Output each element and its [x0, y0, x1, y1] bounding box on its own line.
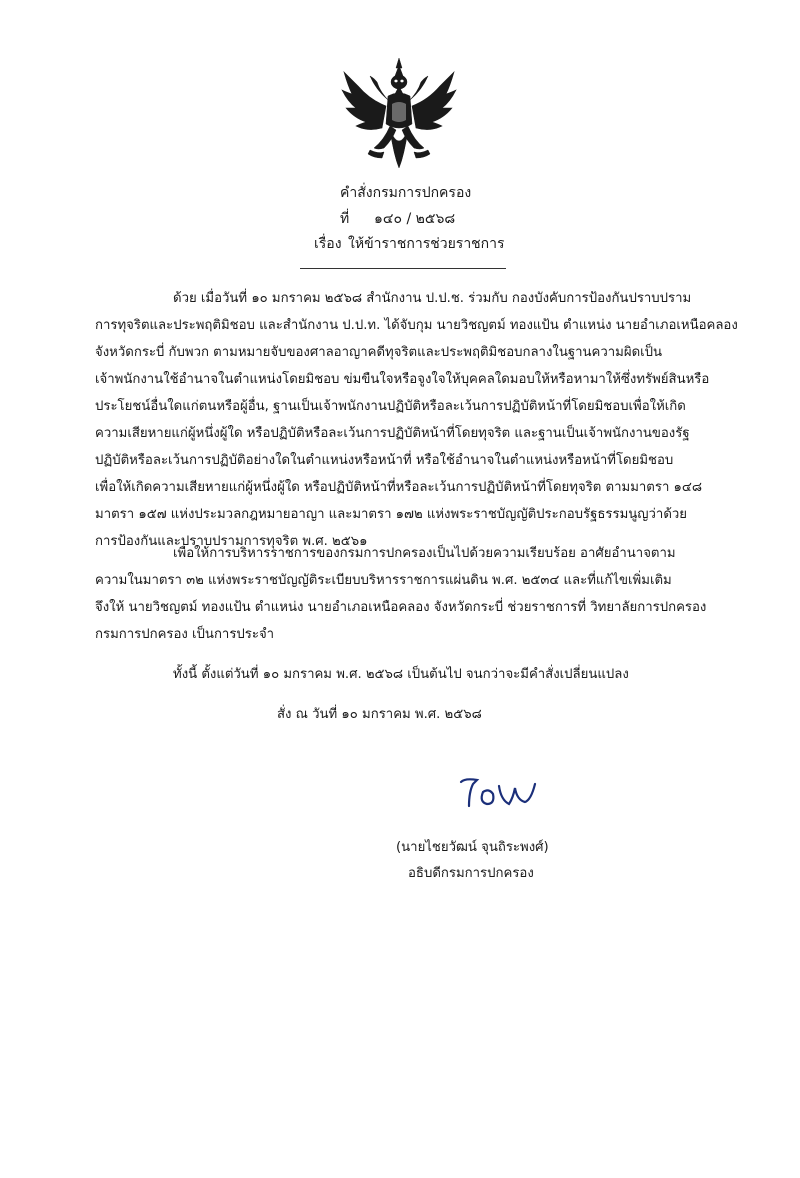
- paragraph-line: จึงให้ นายวิชญตม์ ทองแป้น ตำแหน่ง นายอำเภอเหนือคลอง จังหวัดกระบี่ ช่วยราชการที่ วิทยาลัยการปกครอง: [95, 600, 707, 615]
- paragraph-line: เจ้าพนักงานใช้อำนาจในตำแหน่งโดยมิชอบ ข่มขืนใจหรือจูงใจให้บุคคลใดมอบให้หรือหามาให้ซึ่งทรัพย์สินหรือ: [95, 372, 710, 387]
- body-paragraph-1: [95, 285, 738, 555]
- paragraph-line: มาตรา ๑๕๗ แห่งประมวลกฎหมายอาญา และมาตรา ๑๗๒ แห่งพระราชบัญญัติประกอบรัฐธรรมนูญว่าด้วย: [95, 507, 688, 522]
- order-number-label: ที่: [340, 211, 350, 227]
- order-subject-label: เรื่อง: [314, 236, 342, 252]
- order-number: [340, 210, 455, 228]
- paragraph-line: เพื่อให้เกิดความเสียหายแก่ผู้หนึ่งผู้ใด หรือปฏิบัติหน้าที่หรือละเว้นการปฏิบัติหน้าที่โดยทุจริต ตามมาตรา ๑๔๘: [95, 480, 703, 495]
- header-divider: [300, 268, 506, 269]
- paragraph-line: ด้วย เมื่อวันที่ ๑๐ มกราคม ๒๕๖๘ สำนักงาน ป.ป.ช. ร่วมกับ กองบังคับการป้องกันปราบปราม: [173, 291, 692, 306]
- paragraph-line: การทุจริตและประพฤติมิชอบ และสำนักงาน ป.ป.ท. ได้จับกุม นายวิชญตม์ ทองแป้น ตำแหน่ง นายอำเภอเหนือคลอง: [95, 318, 738, 333]
- effective-date-statement: ทั้งนี้ ตั้งแต่วันที่ ๑๐ มกราคม พ.ศ. ๒๕๖๘ เป็นต้นไป จนกว่าจะมีคำสั่งเปลี่ยนแปลง: [173, 667, 629, 682]
- order-subject: [314, 235, 505, 253]
- paragraph-line: ประโยชน์อื่นใดแก่ตนหรือผู้อื่น, ฐานเป็นเจ้าพนักงานปฏิบัติหรือละเว้นการปฏิบัติหน้าที่โดยมิชอบเพื่อให้เกิด: [95, 399, 686, 414]
- order-number-value: ๑๔๐ / ๒๕๖๘: [374, 211, 456, 227]
- garuda-emblem-icon: [340, 56, 458, 176]
- order-subject-value: ให้ข้าราชการช่วยราชการ: [348, 236, 505, 252]
- paragraph-line: เพื่อให้การบริหารราชการของกรมการปกครองเป็นไปด้วยความเรียบร้อย อาศัยอำนาจตาม: [173, 546, 676, 561]
- handwritten-signature: [455, 770, 545, 820]
- paragraph-line: ความในมาตรา ๓๒ แห่งพระราชบัญญัติระเบียบบริหารราชการแผ่นดิน พ.ศ. ๒๕๓๔ และที่แก้ไขเพิ่มเติม: [95, 573, 672, 588]
- order-title: คำสั่งกรมการปกครอง: [340, 185, 472, 201]
- signer-position: อธิบดีกรมการปกครอง: [408, 866, 534, 881]
- paragraph-line: ความเสียหายแก่ผู้หนึ่งผู้ใด หรือปฏิบัติหรือละเว้นการปฏิบัติหน้าที่โดยทุจริต และฐานเป็นเจ้าพนักงานของรัฐ: [95, 426, 690, 441]
- paragraph-line: จังหวัดกระบี่ กับพวก ตามหมายจับของศาลอาญาคดีทุจริตและประพฤติมิชอบกลางในฐานความผิดเป็น: [95, 345, 663, 360]
- body-paragraph-2: [95, 540, 735, 648]
- paragraph-line: การป้องกันและปราบปรามการทุจริต พ.ศ. ๒๕๖๑: [95, 534, 368, 549]
- signer-name: (นายไชยวัฒน์ จุนถิระพงศ์): [396, 840, 549, 855]
- paragraph-line: กรมการปกครอง เป็นการประจำ: [95, 627, 275, 642]
- paragraph-line: ปฏิบัติหรือละเว้นการปฏิบัติอย่างใดในตำแหน่งหรือหน้าที่ หรือใช้อำนาจในตำแหน่งหรือหน้าที่โดยมิชอบ: [95, 453, 674, 468]
- order-given-date: สั่ง ณ วันที่ ๑๐ มกราคม พ.ศ. ๒๕๖๘: [277, 707, 482, 722]
